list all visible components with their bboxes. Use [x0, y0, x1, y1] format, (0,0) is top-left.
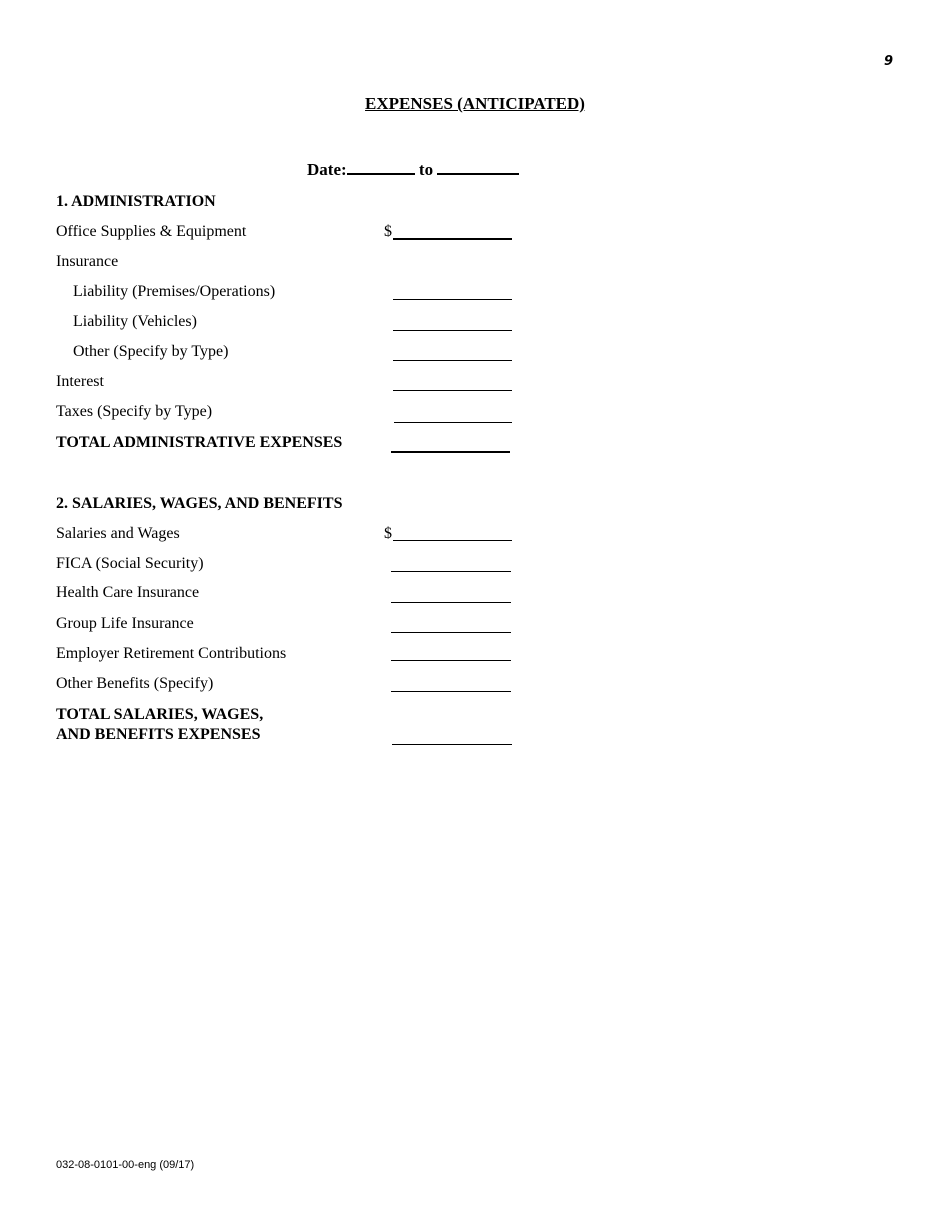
health-care-label: Health Care Insurance — [56, 584, 200, 601]
liability-vehicles-label: Liability (Vehicles) — [73, 313, 197, 330]
other-insurance-field[interactable] — [393, 360, 512, 361]
retirement-field[interactable] — [391, 660, 511, 661]
interest-label: Interest — [56, 373, 104, 390]
insurance-label: Insurance — [56, 253, 119, 270]
date-start-field[interactable] — [347, 159, 415, 175]
form-number: 032-08-0101-00-eng (09/17) — [56, 1159, 195, 1171]
date-to-label: to — [418, 160, 434, 179]
page-title: EXPENSES (ANTICIPATED) — [365, 94, 585, 113]
total-administrative-field[interactable] — [391, 451, 510, 453]
liability-premises-field[interactable] — [393, 299, 512, 300]
other-benefits-label: Other Benefits (Specify) — [56, 675, 214, 692]
date-label: Date: — [307, 160, 347, 179]
interest-field[interactable] — [393, 390, 512, 391]
date-range — [307, 159, 519, 180]
date-end-field[interactable] — [437, 159, 519, 175]
other-insurance-label: Other (Specify by Type) — [73, 343, 229, 360]
retirement-label: Employer Retirement Contributions — [56, 645, 287, 662]
taxes-field[interactable] — [394, 422, 512, 423]
total-administrative-label: TOTAL ADMINISTRATIVE EXPENSES — [56, 434, 343, 451]
total-salaries-field[interactable] — [392, 744, 512, 745]
salaries-wages-dollar: $ — [384, 525, 392, 542]
liability-premises-label: Liability (Premises/Operations) — [73, 283, 276, 300]
taxes-label: Taxes (Specify by Type) — [56, 403, 213, 420]
office-supplies-field[interactable] — [393, 238, 512, 240]
page-number: 9 — [884, 54, 894, 69]
group-life-field[interactable] — [391, 632, 511, 633]
section-salaries-heading: 2. SALARIES, WAGES, AND BENEFITS — [56, 495, 343, 512]
office-supplies-label: Office Supplies & Equipment — [56, 223, 247, 240]
total-salaries-label-line1: TOTAL SALARIES, WAGES, — [56, 706, 264, 723]
fica-label: FICA (Social Security) — [56, 555, 204, 572]
salaries-wages-label: Salaries and Wages — [56, 525, 180, 542]
office-supplies-dollar: $ — [384, 223, 392, 240]
section-administration-heading: 1. ADMINISTRATION — [56, 193, 216, 210]
other-benefits-field[interactable] — [391, 691, 511, 692]
liability-vehicles-field[interactable] — [393, 330, 512, 331]
group-life-label: Group Life Insurance — [56, 615, 194, 632]
health-care-field[interactable] — [391, 602, 511, 603]
total-salaries-label-line2: AND BENEFITS EXPENSES — [56, 726, 261, 743]
salaries-wages-field[interactable] — [393, 540, 512, 541]
fica-field[interactable] — [391, 571, 511, 572]
